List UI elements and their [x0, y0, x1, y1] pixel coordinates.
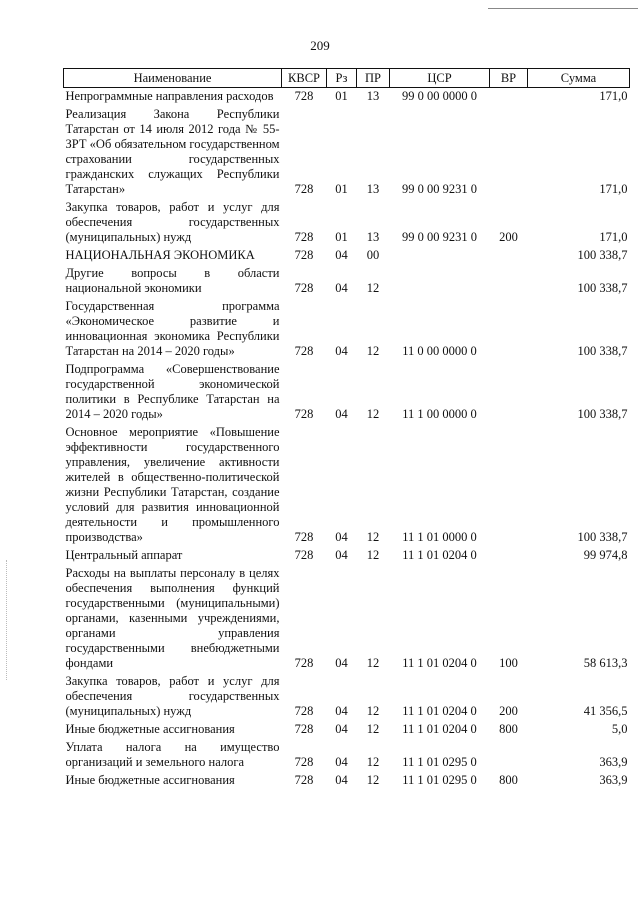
- row-kvsr: 728: [294, 230, 314, 244]
- row-vr: [490, 106, 528, 199]
- row-vr: [490, 424, 528, 547]
- row-vr: [490, 265, 528, 298]
- row-vr: [490, 247, 528, 265]
- row-name: Расходы на выплаты персоналу в целях обеспечения выполнения функций государственными (муниципальными) органами, казенными учреждениями, органами управления государственными внебюджетными фондами: [65, 566, 280, 670]
- row-kvsr: 728: [294, 722, 314, 736]
- row-name: Закупка товаров, работ и услуг для обеспечения государственных (муниципальных) нужд: [65, 200, 280, 244]
- row-rz: 04: [335, 407, 348, 421]
- row-rz: 01: [335, 89, 348, 103]
- row-kvsr: 728: [294, 248, 314, 262]
- header-rz: Рз: [327, 69, 357, 88]
- table-row: [64, 565, 630, 673]
- row-sum: 171,0: [599, 89, 628, 103]
- row-pr: 12: [366, 530, 380, 544]
- row-sum: 100 338,7: [577, 407, 628, 421]
- row-rz: 04: [335, 248, 348, 262]
- row-csr: 99 0 00 9231 0: [402, 230, 477, 244]
- row-kvsr: 728: [294, 281, 314, 295]
- row-name: НАЦИОНАЛЬНАЯ ЭКОНОМИКА: [65, 248, 255, 262]
- page-number: 209: [310, 38, 330, 53]
- row-rz: 04: [335, 773, 348, 787]
- row-pr: 12: [366, 704, 380, 718]
- row-csr: 11 1 01 0000 0: [402, 530, 477, 544]
- row-name: Подпрограмма «Совершенствование государственной экономической политики в Республике Татарстан на 2014 – 2020 годы»: [65, 362, 280, 421]
- table-row: [64, 547, 630, 565]
- row-rz: 04: [335, 548, 348, 562]
- row-rz: 04: [335, 281, 348, 295]
- row-sum: 5,0: [611, 722, 628, 736]
- row-name: Реализация Закона Республики Татарстан от 14 июля 2012 года № 55-ЗРТ «Об обязательном государственном страховании государственных гражданских служащих Республики Татарстан»: [65, 107, 280, 196]
- row-pr: 13: [366, 182, 380, 196]
- table-row: [64, 424, 630, 547]
- row-rz: 04: [335, 656, 348, 670]
- budget-table: [63, 68, 630, 790]
- row-sum: 41 356,5: [583, 704, 628, 718]
- row-sum: 99 974,8: [583, 548, 628, 562]
- row-kvsr: 728: [294, 773, 314, 787]
- row-name: Государственная программа «Экономическое развитие и инновационная экономика Республики Татарстан на 2014 – 2020 годы»: [65, 299, 280, 358]
- row-rz: 04: [335, 530, 348, 544]
- row-name: Закупка товаров, работ и услуг для обеспечения государственных (муниципальных) нужд: [65, 674, 280, 718]
- row-sum: 171,0: [599, 182, 628, 196]
- row-csr: 99 0 00 0000 0: [402, 89, 477, 103]
- row-pr: 12: [366, 722, 380, 736]
- row-pr: 00: [366, 248, 380, 262]
- scan-margin-artifact: [6, 560, 8, 680]
- row-rz: 01: [335, 182, 348, 196]
- row-csr: [390, 265, 490, 298]
- row-pr: 12: [366, 755, 380, 769]
- table-row: [64, 247, 630, 265]
- row-name: Непрограммные направления расходов: [65, 89, 274, 103]
- table-row: [64, 199, 630, 247]
- row-kvsr: 728: [294, 530, 314, 544]
- row-pr: 12: [366, 773, 380, 787]
- row-pr: 12: [366, 548, 380, 562]
- row-vr: [490, 361, 528, 424]
- row-rz: 01: [335, 230, 348, 244]
- table-header-row: [64, 69, 630, 88]
- row-sum: 100 338,7: [577, 248, 628, 262]
- row-pr: 12: [366, 656, 380, 670]
- row-vr: [490, 739, 528, 772]
- row-kvsr: 728: [294, 755, 314, 769]
- table-row: [64, 772, 630, 790]
- row-vr: 800: [499, 722, 518, 736]
- row-vr: 100: [499, 656, 518, 670]
- row-sum: 100 338,7: [577, 281, 628, 295]
- row-csr: [390, 247, 490, 265]
- row-sum: 100 338,7: [577, 530, 628, 544]
- header-vr: ВР: [490, 69, 528, 88]
- header-csr: ЦСР: [390, 69, 490, 88]
- row-csr: 11 1 01 0204 0: [402, 704, 477, 718]
- row-pr: 13: [366, 89, 380, 103]
- table-row: [64, 265, 630, 298]
- row-kvsr: 728: [294, 548, 314, 562]
- row-kvsr: 728: [294, 182, 314, 196]
- table-row: [64, 673, 630, 721]
- row-csr: 99 0 00 9231 0: [402, 182, 477, 196]
- row-name: Уплата налога на имущество организаций и земельного налога: [65, 740, 280, 769]
- top-rule: [488, 8, 638, 9]
- row-csr: 11 1 01 0204 0: [402, 548, 477, 562]
- table-row: [64, 721, 630, 739]
- row-csr: 11 1 01 0295 0: [402, 755, 477, 769]
- table-row: [64, 361, 630, 424]
- row-vr: [490, 88, 528, 107]
- row-kvsr: 728: [294, 407, 314, 421]
- row-sum: 100 338,7: [577, 344, 628, 358]
- row-sum: 171,0: [599, 230, 628, 244]
- row-name: Основное мероприятие «Повышение эффективности государственного управления, увеличение активности жителей в общественно-политической жизни Республики Татарстан, создание условий для развития инновационной деятельности и промышленного производства»: [65, 425, 280, 544]
- row-pr: 12: [366, 281, 380, 295]
- row-sum: 363,9: [599, 755, 628, 769]
- row-sum: 58 613,3: [583, 656, 628, 670]
- row-pr: 12: [366, 407, 380, 421]
- row-rz: 04: [335, 755, 348, 769]
- row-csr: 11 1 01 0204 0: [402, 722, 477, 736]
- row-kvsr: 728: [294, 656, 314, 670]
- table-row: [64, 739, 630, 772]
- row-csr: 11 1 00 0000 0: [402, 407, 477, 421]
- table-row: [64, 88, 630, 107]
- header-kvsr: КВСР: [282, 69, 327, 88]
- row-kvsr: 728: [294, 89, 314, 103]
- row-name: Иные бюджетные ассигнования: [65, 773, 235, 787]
- row-vr: 200: [499, 230, 518, 244]
- row-csr: 11 1 01 0295 0: [402, 773, 477, 787]
- row-vr: 200: [499, 704, 518, 718]
- row-name: Центральный аппарат: [65, 548, 183, 562]
- row-sum: 363,9: [599, 773, 628, 787]
- table-row: [64, 106, 630, 199]
- row-vr: [490, 547, 528, 565]
- row-name: Иные бюджетные ассигнования: [65, 722, 235, 736]
- row-pr: 13: [366, 230, 380, 244]
- row-rz: 04: [335, 722, 348, 736]
- row-rz: 04: [335, 344, 348, 358]
- row-kvsr: 728: [294, 344, 314, 358]
- table-body: [64, 88, 630, 791]
- header-pr: ПР: [357, 69, 390, 88]
- row-rz: 04: [335, 704, 348, 718]
- row-vr: 800: [499, 773, 518, 787]
- row-csr: 11 1 01 0204 0: [402, 656, 477, 670]
- header-name: Наименование: [64, 69, 282, 88]
- row-pr: 12: [366, 344, 380, 358]
- row-name: Другие вопросы в области национальной экономики: [65, 266, 280, 295]
- row-csr: 11 0 00 0000 0: [402, 344, 477, 358]
- header-sum: Сумма: [528, 69, 630, 88]
- row-kvsr: 728: [294, 704, 314, 718]
- table-row: [64, 298, 630, 361]
- row-vr: [490, 298, 528, 361]
